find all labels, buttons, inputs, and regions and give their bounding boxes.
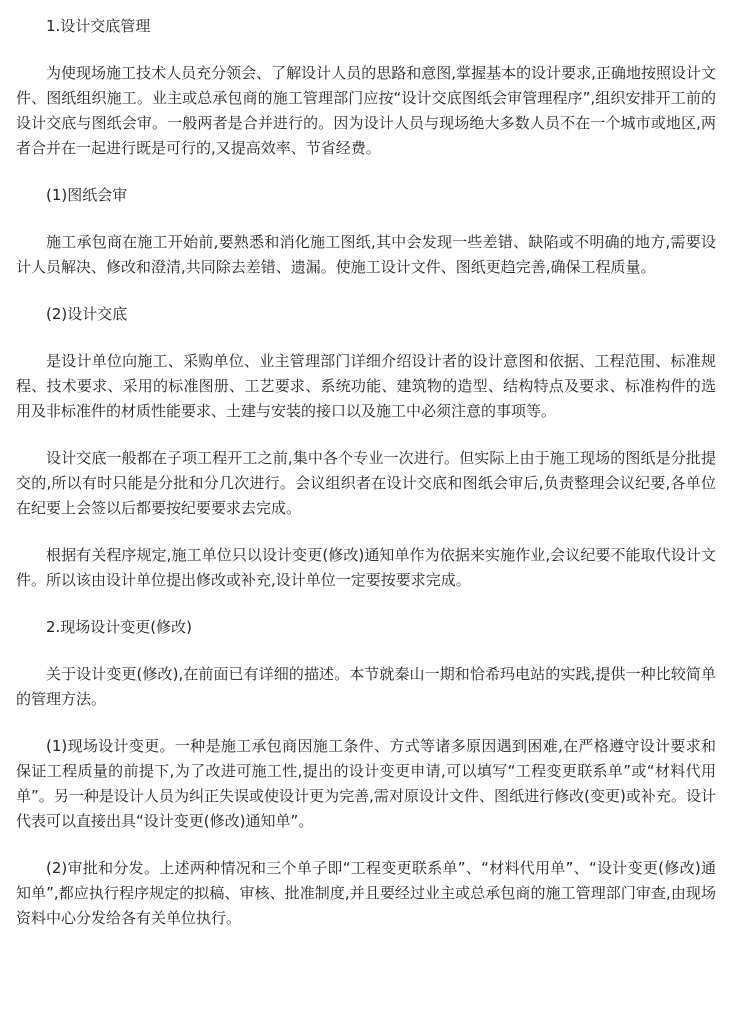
paragraph-change-notice-basis: 根据有关程序规定,施工单位只以设计变更(修改)通知单作为依据来实施作业,会议纪要不能取代设计文件。所以该由设计单位提出修改或补充,设计单位一定要按要求完成。 [16, 546, 716, 589]
section-heading-site-design-change: 2.现场设计变更(修改) [46, 618, 193, 636]
section-heading-design-briefing: 1.设计交底管理 [46, 17, 151, 35]
paragraph-disclosure-timing: 设计交底一般都在子项工程开工之前,集中各个专业一次进行。但实际上由于施工现场的图纸是分批提交的,所以有时只能是分批和分几次进行。会议组织者在设计交底和图纸会审后,负责整理会议纪要,各单位在纪要上会签以后都要按纪要要求去完成。 [16, 449, 716, 517]
paragraph-drawing-review: 施工承包商在施工开始前,要熟悉和消化施工图纸,其中会发现一些差错、缺陷或不明确的地方,需要设计人员解决、修改和澄清,共同除去差错、遗漏。使施工设计文件、图纸更趋完善,确保工程质量。 [16, 233, 716, 276]
paragraph-approval-distribution: (2)审批和分发。上述两种情况和三个单子即“工程变更联系单”、“材料代用单”、“设计变更(修改)通知单”,都应执行程序规定的拟稿、审核、批准制度,并且要经过业主或总承包商的施工管理部门审查,由现场资料中心分发给各有关单位执行。 [16, 859, 716, 927]
paragraph-briefing-intro: 为使现场施工技术人员充分领会、了解设计人员的思路和意图,掌握基本的设计要求,正确地按照设计文件、图纸组织施工。业主或总承包商的施工管理部门应按“设计交底图纸会审管理程序”,组织安排开工前的设计交底与图纸会审。一般两者是合并进行的。因为设计人员与现场绝大多数人员不在一个城市或地区,两者合并在一起进行既是可行的,又提高效率、节省经费。 [16, 64, 716, 157]
subheading-design-disclosure: (2)设计交底 [46, 305, 128, 323]
paragraph-design-disclosure: 是设计单位向施工、采购单位、业主管理部门详细介绍设计者的设计意图和依据、工程范围、标准规程、技术要求、采用的标准图册、工艺要求、系统功能、建筑物的造型、结构特点及要求、标准构件的选用及非标准件的材质性能要求、土建与安装的接口以及施工中必须注意的事项等。 [16, 352, 716, 420]
paragraph-change-intro: 关于设计变更(修改),在前面已有详细的描述。本节就秦山一期和恰希玛电站的实践,提供一种比较简单的管理方法。 [16, 665, 716, 708]
document-body [16, 14, 716, 953]
paragraph-site-change: (1)现场设计变更。一种是施工承包商因施工条件、方式等诸多原因遇到困难,在严格遵守设计要求和保证工程质量的前提下,为了改进可施工性,提出的设计变更申请,可以填写“工程变更联系单”或“材料代用单”。另一种是设计人员为纠正失误或使设计更为完善,需对原设计文件、图纸进行修改(变更)或补充。设计代表可以直接出具“设计变更(修改)通知单”。 [16, 737, 716, 830]
subheading-drawing-review: (1)图纸会审 [46, 186, 128, 204]
